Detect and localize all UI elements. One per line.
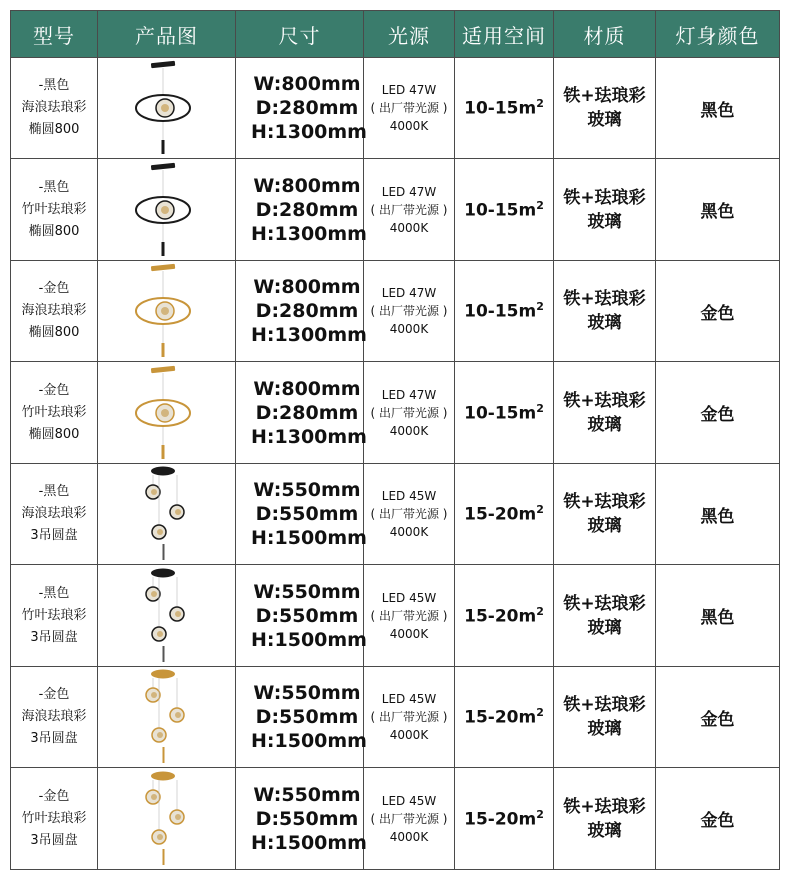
size-depth: D:280mm bbox=[255, 97, 359, 119]
model-finish: -黑色 bbox=[38, 585, 70, 601]
space-unit-sup: 2 bbox=[536, 604, 544, 618]
size-width: W:800mm bbox=[253, 377, 361, 400]
model-cell bbox=[11, 768, 98, 870]
applicable-space-cell bbox=[455, 768, 554, 870]
model-shape: 椭圆800 bbox=[28, 325, 80, 340]
light-power: LED 45W bbox=[381, 489, 437, 503]
applicable-space-cell bbox=[455, 667, 554, 768]
pendant-weight-icon bbox=[161, 242, 164, 256]
model-cell bbox=[11, 464, 98, 565]
pendant-lamp-image bbox=[107, 60, 227, 156]
light-power: LED 45W bbox=[381, 793, 437, 808]
size-height: H:1500mm bbox=[251, 628, 367, 651]
header-row bbox=[11, 11, 780, 58]
table-row bbox=[11, 667, 780, 768]
space-value: 15-20m bbox=[464, 606, 537, 627]
size-height: H:1300mm bbox=[251, 222, 367, 245]
light-color-temp: 4000K bbox=[389, 423, 429, 438]
model-cell bbox=[11, 565, 98, 667]
model-cell bbox=[11, 667, 98, 768]
space-unit-sup: 2 bbox=[536, 300, 544, 314]
size-depth: D:280mm bbox=[255, 198, 359, 221]
light-included-note: ( 出厂带光源 ) bbox=[370, 811, 448, 826]
pendant-weight-icon bbox=[161, 140, 164, 154]
material-line-2: 玻璃 bbox=[587, 617, 622, 638]
space-value: 15-20m bbox=[464, 707, 537, 728]
light-included-note: ( 出厂带光源 ) bbox=[370, 710, 448, 724]
light-source-cell bbox=[364, 565, 455, 667]
table-row bbox=[11, 362, 780, 464]
material-cell bbox=[554, 362, 656, 464]
material-line-1: 铁+珐琅彩 bbox=[563, 390, 646, 411]
body-color-cell: 金色 bbox=[656, 768, 780, 870]
size-height: H:1300mm bbox=[251, 324, 367, 346]
header-body-color: 灯身颜色 bbox=[656, 11, 780, 58]
light-power: LED 47W bbox=[381, 387, 437, 402]
header-material: 材质 bbox=[554, 11, 656, 58]
pendant-lamp-image bbox=[107, 669, 227, 765]
canopy-icon bbox=[151, 771, 175, 780]
size-cell bbox=[236, 667, 367, 768]
model-pattern: 竹叶珐琅彩 bbox=[21, 404, 87, 420]
light-power: LED 45W bbox=[381, 692, 437, 706]
size-width: W:550mm bbox=[253, 580, 361, 603]
size-height: H:1500mm bbox=[251, 730, 367, 752]
size-height: H:1500mm bbox=[251, 527, 367, 549]
material-line-2: 玻璃 bbox=[587, 414, 622, 435]
size-depth: D:280mm bbox=[255, 401, 359, 424]
light-color-temp: 4000K bbox=[389, 728, 429, 742]
size-height: H:1500mm bbox=[251, 831, 367, 854]
size-depth: D:550mm bbox=[255, 604, 359, 627]
light-color-temp: 4000K bbox=[389, 119, 429, 133]
space-unit-sup: 2 bbox=[536, 198, 544, 212]
model-finish: -黑色 bbox=[38, 179, 70, 195]
material-line-2: 玻璃 bbox=[587, 313, 622, 333]
space-value: 10-15m bbox=[464, 98, 537, 119]
light-power: LED 47W bbox=[381, 83, 437, 97]
pendant-lamp-image bbox=[107, 771, 227, 867]
pendant-lamp-image bbox=[107, 466, 227, 562]
size-depth: D:550mm bbox=[255, 807, 359, 830]
header-applicable-space: 适用空间 bbox=[455, 11, 554, 58]
model-cell bbox=[11, 261, 98, 362]
size-width: W:800mm bbox=[253, 174, 361, 197]
product-image-cell bbox=[98, 768, 236, 870]
applicable-space-cell bbox=[455, 362, 554, 464]
pendant-weight-icon bbox=[162, 544, 164, 560]
material-cell bbox=[554, 768, 656, 870]
canopy-icon bbox=[150, 61, 174, 68]
model-shape: 椭圆800 bbox=[28, 122, 80, 137]
body-color-cell: 金色 bbox=[656, 362, 780, 464]
applicable-space-cell bbox=[455, 261, 554, 362]
light-included-note: ( 出厂带光源 ) bbox=[370, 101, 448, 115]
space-unit-sup: 2 bbox=[536, 503, 544, 517]
pendant-lamp-image bbox=[107, 162, 227, 258]
size-width: W:800mm bbox=[253, 73, 361, 95]
model-shape: 3吊圆盘 bbox=[30, 731, 78, 746]
light-color-temp: 4000K bbox=[389, 322, 429, 336]
model-cell bbox=[11, 362, 98, 464]
space-value: 15-20m bbox=[464, 809, 537, 830]
pendant-weight-icon bbox=[162, 747, 164, 763]
size-cell bbox=[236, 464, 367, 565]
pendant-lamp-image bbox=[107, 263, 227, 359]
body-color-cell: 黑色 bbox=[656, 565, 780, 667]
product-image-cell bbox=[98, 58, 236, 159]
light-included-note: ( 出厂带光源 ) bbox=[370, 202, 448, 217]
model-pattern: 竹叶珐琅彩 bbox=[21, 810, 87, 826]
pendant-weight-icon bbox=[161, 445, 164, 459]
model-cell bbox=[11, 58, 98, 159]
space-unit-sup: 2 bbox=[536, 706, 544, 720]
canopy-icon bbox=[151, 568, 175, 577]
light-source-cell bbox=[364, 58, 455, 159]
material-cell bbox=[554, 565, 656, 667]
product-image-cell bbox=[98, 667, 236, 768]
model-finish: -金色 bbox=[38, 281, 70, 296]
material-line-2: 玻璃 bbox=[587, 719, 622, 739]
light-included-note: ( 出厂带光源 ) bbox=[370, 608, 448, 623]
light-power: LED 47W bbox=[381, 286, 437, 300]
size-depth: D:280mm bbox=[255, 300, 359, 322]
material-cell bbox=[554, 464, 656, 565]
light-included-note: ( 出厂带光源 ) bbox=[370, 507, 448, 521]
model-pattern: 海浪珐琅彩 bbox=[21, 506, 87, 521]
body-color-cell: 黑色 bbox=[656, 159, 780, 261]
product-image-cell bbox=[98, 565, 236, 667]
material-line-1: 铁+珐琅彩 bbox=[563, 593, 646, 614]
size-height: H:1300mm bbox=[251, 425, 367, 448]
size-depth: D:550mm bbox=[255, 503, 359, 525]
model-pattern: 海浪珐琅彩 bbox=[21, 303, 87, 318]
canopy-icon bbox=[150, 162, 174, 169]
pendant-weight-icon bbox=[162, 849, 164, 865]
light-source-cell bbox=[364, 362, 455, 464]
size-cell bbox=[236, 768, 367, 870]
header-size: 尺寸 bbox=[236, 11, 364, 58]
light-included-note: ( 出厂带光源 ) bbox=[370, 304, 448, 318]
material-line-1: 铁+珐琅彩 bbox=[563, 796, 646, 817]
size-width: W:550mm bbox=[253, 783, 361, 806]
size-cell bbox=[236, 58, 367, 159]
size-cell bbox=[236, 362, 367, 464]
size-width: W:800mm bbox=[253, 276, 361, 298]
canopy-icon bbox=[151, 467, 175, 476]
product-image-cell bbox=[98, 464, 236, 565]
canopy-icon bbox=[150, 365, 174, 372]
material-line-2: 玻璃 bbox=[587, 110, 622, 130]
table-row bbox=[11, 159, 780, 261]
pendant-lamp-image bbox=[107, 365, 227, 461]
size-cell bbox=[236, 261, 367, 362]
model-shape: 椭圆800 bbox=[28, 426, 80, 442]
model-cell bbox=[11, 159, 98, 261]
applicable-space-cell bbox=[455, 565, 554, 667]
model-shape: 3吊圆盘 bbox=[30, 832, 78, 848]
space-value: 10-15m bbox=[464, 200, 537, 221]
applicable-space-cell bbox=[455, 464, 554, 565]
spec-table bbox=[10, 10, 780, 870]
table-row bbox=[11, 464, 780, 565]
space-unit-sup: 2 bbox=[536, 97, 544, 111]
table-row bbox=[11, 58, 780, 159]
material-line-2: 玻璃 bbox=[587, 211, 622, 232]
light-source-cell bbox=[364, 159, 455, 261]
model-pattern: 竹叶珐琅彩 bbox=[21, 607, 87, 623]
model-shape: 3吊圆盘 bbox=[30, 528, 78, 543]
canopy-icon bbox=[150, 264, 174, 271]
material-line-1: 铁+珐琅彩 bbox=[563, 86, 646, 106]
applicable-space-cell bbox=[455, 159, 554, 261]
light-power: LED 47W bbox=[381, 184, 437, 199]
material-cell bbox=[554, 667, 656, 768]
light-color-temp: 4000K bbox=[389, 829, 429, 844]
model-pattern: 海浪珐琅彩 bbox=[21, 100, 87, 115]
light-color-temp: 4000K bbox=[389, 220, 429, 235]
material-line-2: 玻璃 bbox=[587, 820, 622, 841]
product-image-cell bbox=[98, 261, 236, 362]
material-line-1: 铁+珐琅彩 bbox=[563, 187, 646, 208]
size-cell bbox=[236, 565, 367, 667]
table-row bbox=[11, 261, 780, 362]
material-line-1: 铁+珐琅彩 bbox=[563, 492, 646, 512]
space-value: 15-20m bbox=[464, 504, 537, 525]
size-depth: D:550mm bbox=[255, 706, 359, 728]
model-shape: 3吊圆盘 bbox=[30, 629, 78, 645]
header-light-source: 光源 bbox=[364, 11, 455, 58]
body-color-cell: 金色 bbox=[656, 667, 780, 768]
space-unit-sup: 2 bbox=[536, 401, 544, 415]
light-color-temp: 4000K bbox=[389, 626, 429, 641]
table-row bbox=[11, 768, 780, 870]
model-finish: -金色 bbox=[38, 687, 70, 702]
pendant-weight-icon bbox=[162, 646, 164, 662]
size-width: W:550mm bbox=[253, 682, 361, 704]
product-image-cell bbox=[98, 362, 236, 464]
material-line-1: 铁+珐琅彩 bbox=[563, 289, 646, 309]
model-finish: -黑色 bbox=[38, 484, 70, 499]
material-cell bbox=[554, 58, 656, 159]
light-included-note: ( 出厂带光源 ) bbox=[370, 405, 448, 420]
size-height: H:1300mm bbox=[251, 121, 367, 143]
light-source-cell bbox=[364, 464, 455, 565]
light-color-temp: 4000K bbox=[389, 525, 429, 539]
light-source-cell bbox=[364, 261, 455, 362]
light-power: LED 45W bbox=[381, 590, 437, 605]
body-color-cell: 黑色 bbox=[656, 58, 780, 159]
pendant-weight-icon bbox=[161, 343, 164, 357]
model-finish: -金色 bbox=[38, 788, 70, 804]
space-value: 10-15m bbox=[464, 301, 537, 322]
product-image-cell bbox=[98, 159, 236, 261]
body-color-cell: 黑色 bbox=[656, 464, 780, 565]
table-row bbox=[11, 565, 780, 667]
space-unit-sup: 2 bbox=[536, 807, 544, 821]
material-cell bbox=[554, 159, 656, 261]
model-finish: -金色 bbox=[38, 382, 70, 398]
material-line-1: 铁+珐琅彩 bbox=[563, 695, 646, 715]
model-pattern: 竹叶珐琅彩 bbox=[21, 201, 87, 217]
body-color-cell: 金色 bbox=[656, 261, 780, 362]
model-pattern: 海浪珐琅彩 bbox=[21, 709, 87, 724]
size-cell bbox=[236, 159, 367, 261]
model-shape: 椭圆800 bbox=[28, 223, 80, 239]
applicable-space-cell bbox=[455, 58, 554, 159]
material-cell bbox=[554, 261, 656, 362]
pendant-lamp-image bbox=[107, 568, 227, 664]
canopy-icon bbox=[151, 670, 175, 679]
size-width: W:550mm bbox=[253, 479, 361, 501]
model-finish: -黑色 bbox=[38, 78, 70, 93]
header-model: 型号 bbox=[11, 11, 98, 58]
light-source-cell bbox=[364, 667, 455, 768]
material-line-2: 玻璃 bbox=[587, 516, 622, 536]
space-value: 10-15m bbox=[464, 403, 537, 424]
light-source-cell bbox=[364, 768, 455, 870]
header-product-image: 产品图 bbox=[98, 11, 236, 58]
